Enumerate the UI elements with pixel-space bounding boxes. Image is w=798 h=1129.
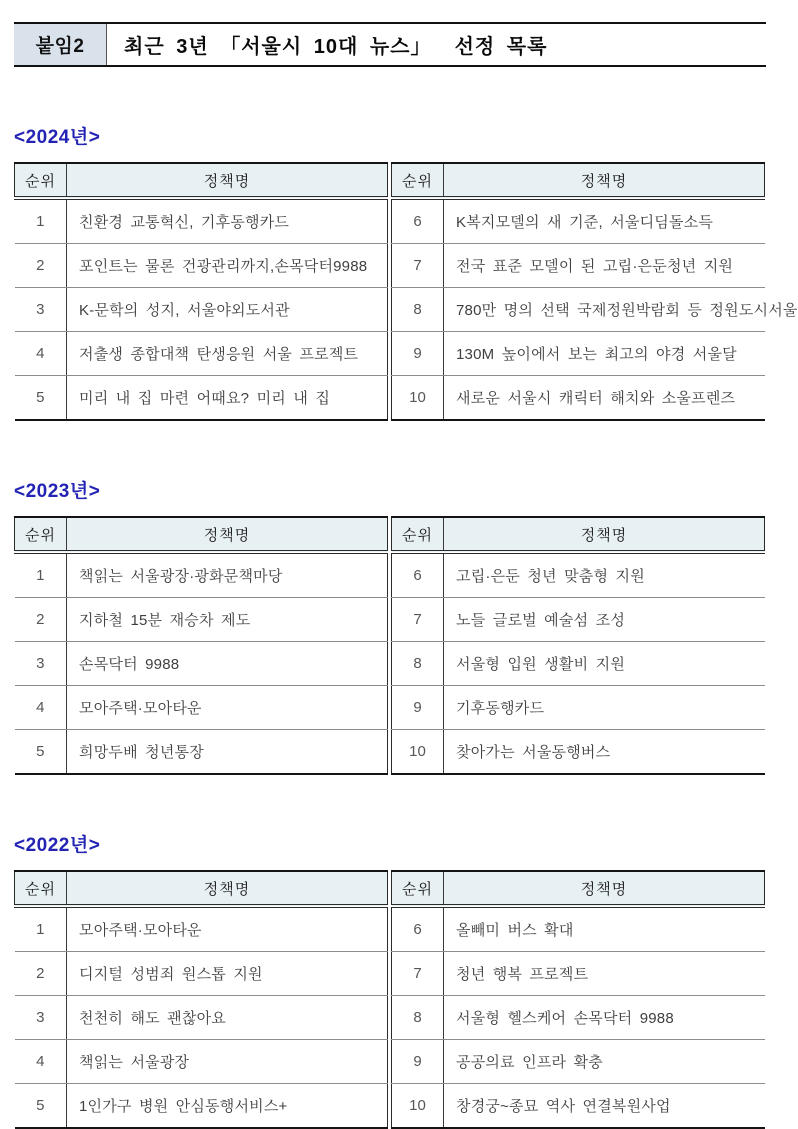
- policy-cell: 창경궁~종묘 역사 연결복원사업: [456, 1098, 671, 1115]
- policy-cell: K복지모델의 새 기준, 서울디딤돌소득: [444, 198, 765, 244]
- table-row: [392, 1040, 765, 1084]
- policy-cell: 1인가구 병원 안심동행서비스+: [79, 1098, 288, 1115]
- table-row: [392, 244, 765, 288]
- rank-policy-table-2024-right: [391, 162, 798, 421]
- column-header-policy: 정책명: [67, 163, 388, 198]
- policy-cell: 모아주택·모아타운: [67, 906, 388, 952]
- table-row: [15, 598, 388, 642]
- header-row: [392, 871, 765, 906]
- rank-cell: 2: [15, 598, 67, 642]
- policy-cell: 새로운 서울시 캐릭터 해치와 소울프렌즈: [456, 390, 736, 407]
- rank-cell: 8: [392, 288, 444, 332]
- policy-cell: 전국 표준 모델이 된 고립·은둔청년 지원: [444, 244, 765, 288]
- table-row: [15, 244, 388, 288]
- table-row: [392, 996, 765, 1040]
- column-header-policy: 정책명: [67, 871, 388, 906]
- rank-policy-table-2024-left: [14, 162, 388, 421]
- table-row: [15, 1084, 388, 1129]
- policy-cell: 청년 행복 프로젝트: [444, 952, 765, 996]
- page-title: 최근 3년 「서울시 10대 뉴스」 선정 목록: [124, 36, 548, 58]
- table-row: [15, 686, 388, 730]
- table-row: [15, 552, 388, 598]
- rank-cell: 5: [15, 730, 67, 775]
- rank-cell: 4: [15, 332, 67, 376]
- table-row: [15, 332, 388, 376]
- rank-cell: 5: [15, 1084, 67, 1129]
- policy-cell: 올빼미 버스 확대: [444, 906, 765, 952]
- rank-cell: 10: [392, 730, 444, 775]
- section-2023: [14, 476, 766, 775]
- policy-cell: 디지털 성범죄 원스톱 지원: [67, 952, 388, 996]
- rank-cell: 4: [15, 1040, 67, 1084]
- column-header-rank: 순위: [15, 871, 67, 906]
- table-row: [15, 906, 388, 952]
- policy-cell: 책읽는 서울광장·광화문책마당: [67, 552, 388, 598]
- rank-policy-table-2023-right: [391, 516, 765, 775]
- year-heading-2022: <2022년>: [14, 835, 101, 856]
- rank-cell: 10: [392, 1084, 444, 1129]
- policy-cell: 손목닥터 9988: [67, 642, 388, 686]
- rank-policy-table-2022-right: [391, 870, 765, 1129]
- rank-cell: 10: [392, 376, 444, 421]
- table-row: [15, 288, 388, 332]
- rank-cell: 4: [15, 686, 67, 730]
- table-row: [392, 598, 765, 642]
- policy-cell: 서울형 입원 생활비 지원: [444, 642, 765, 686]
- table-row: [15, 730, 388, 775]
- rank-cell: 6: [392, 552, 444, 598]
- table-row: [392, 730, 765, 775]
- table-row: [15, 952, 388, 996]
- year-heading-2024: <2024년>: [14, 127, 101, 148]
- rank-cell: 1: [15, 552, 67, 598]
- column-header-policy: 정책명: [444, 517, 765, 552]
- policy-cell: 저출생 종합대책 탄생응원 서울 프로젝트: [67, 332, 388, 376]
- table-row: [392, 376, 765, 421]
- year-heading-2023: <2023년>: [14, 481, 101, 502]
- header-row: [392, 517, 765, 552]
- policy-cell: 지하철 15분 재승차 제도: [67, 598, 388, 642]
- rank-policy-table-2022-left: [14, 870, 388, 1129]
- rank-cell: 8: [392, 642, 444, 686]
- policy-cell: 친환경 교통혁신, 기후동행카드: [67, 198, 388, 244]
- rank-cell: 9: [392, 332, 444, 376]
- rank-cell: 8: [392, 996, 444, 1040]
- rank-cell: 3: [15, 288, 67, 332]
- policy-cell: 천천히 해도 괜찮아요: [67, 996, 388, 1040]
- table-row: [392, 952, 765, 996]
- column-header-policy: 정책명: [444, 871, 765, 906]
- policy-cell: 노들 글로벌 예술섬 조성: [444, 598, 765, 642]
- tables-2024: [14, 162, 798, 421]
- attachment-badge: 붙임2: [14, 24, 107, 65]
- column-header-rank: 순위: [392, 163, 444, 198]
- policy-cell: 책읽는 서울광장: [67, 1040, 388, 1084]
- column-header-rank: 순위: [15, 517, 67, 552]
- rank-cell: 6: [392, 198, 444, 244]
- policy-cell: 서울형 헬스케어 손목닥터 9988: [444, 996, 765, 1040]
- table-row: [392, 906, 765, 952]
- table-row: [392, 686, 765, 730]
- policy-cell: 고립·은둔 청년 맞춤형 지원: [444, 552, 765, 598]
- policy-cell: 기후동행카드: [444, 686, 765, 730]
- rank-cell: 7: [392, 598, 444, 642]
- policy-cell: 찾아가는 서울동행버스: [456, 744, 611, 761]
- column-header-rank: 순위: [392, 517, 444, 552]
- policy-cell: K-문학의 성지, 서울야외도서관: [67, 288, 388, 332]
- column-header-policy: 정책명: [444, 163, 765, 198]
- section-2022: [14, 830, 766, 1129]
- section-2024: [14, 122, 798, 421]
- table-row: [392, 288, 765, 332]
- policy-cell: 모아주택·모아타운: [67, 686, 388, 730]
- column-header-rank: 순위: [15, 163, 67, 198]
- tables-2022: [14, 870, 766, 1129]
- rank-cell: 2: [15, 952, 67, 996]
- table-row: [392, 552, 765, 598]
- table-row: [15, 642, 388, 686]
- title-bar: [14, 22, 766, 67]
- policy-cell: 130M 높이에서 보는 최고의 야경 서울달: [444, 332, 765, 376]
- header-row: [15, 163, 388, 198]
- rank-cell: 1: [15, 198, 67, 244]
- table-row: [15, 1040, 388, 1084]
- policy-cell: 미리 내 집 마련 어때요? 미리 내 집: [79, 390, 331, 407]
- header-row: [15, 871, 388, 906]
- rank-cell: 9: [392, 686, 444, 730]
- rank-cell: 1: [15, 906, 67, 952]
- header-row: [15, 517, 388, 552]
- rank-cell: 9: [392, 1040, 444, 1084]
- table-row: [15, 996, 388, 1040]
- table-row: [392, 642, 765, 686]
- rank-cell: 3: [15, 996, 67, 1040]
- column-header-rank: 순위: [392, 871, 444, 906]
- rank-cell: 3: [15, 642, 67, 686]
- table-row: [15, 198, 388, 244]
- column-header-policy: 정책명: [67, 517, 388, 552]
- policy-cell: 780만 명의 선택 국제정원박람회 등 정원도시서울: [444, 288, 765, 332]
- table-row: [392, 1084, 765, 1129]
- rank-cell: 7: [392, 952, 444, 996]
- table-row: [392, 198, 765, 244]
- tables-2023: [14, 516, 766, 775]
- rank-policy-table-2023-left: [14, 516, 388, 775]
- policy-cell: 희망두배 청년통장: [79, 744, 204, 761]
- rank-cell: 7: [392, 244, 444, 288]
- header-row: [392, 163, 765, 198]
- rank-cell: 6: [392, 906, 444, 952]
- table-row: [15, 376, 388, 421]
- rank-cell: 2: [15, 244, 67, 288]
- rank-cell: 5: [15, 376, 67, 421]
- policy-cell: 공공의료 인프라 확충: [444, 1040, 765, 1084]
- table-row: [392, 332, 765, 376]
- policy-cell: 포인트는 물론 건광관리까지,손목닥터9988: [67, 244, 388, 288]
